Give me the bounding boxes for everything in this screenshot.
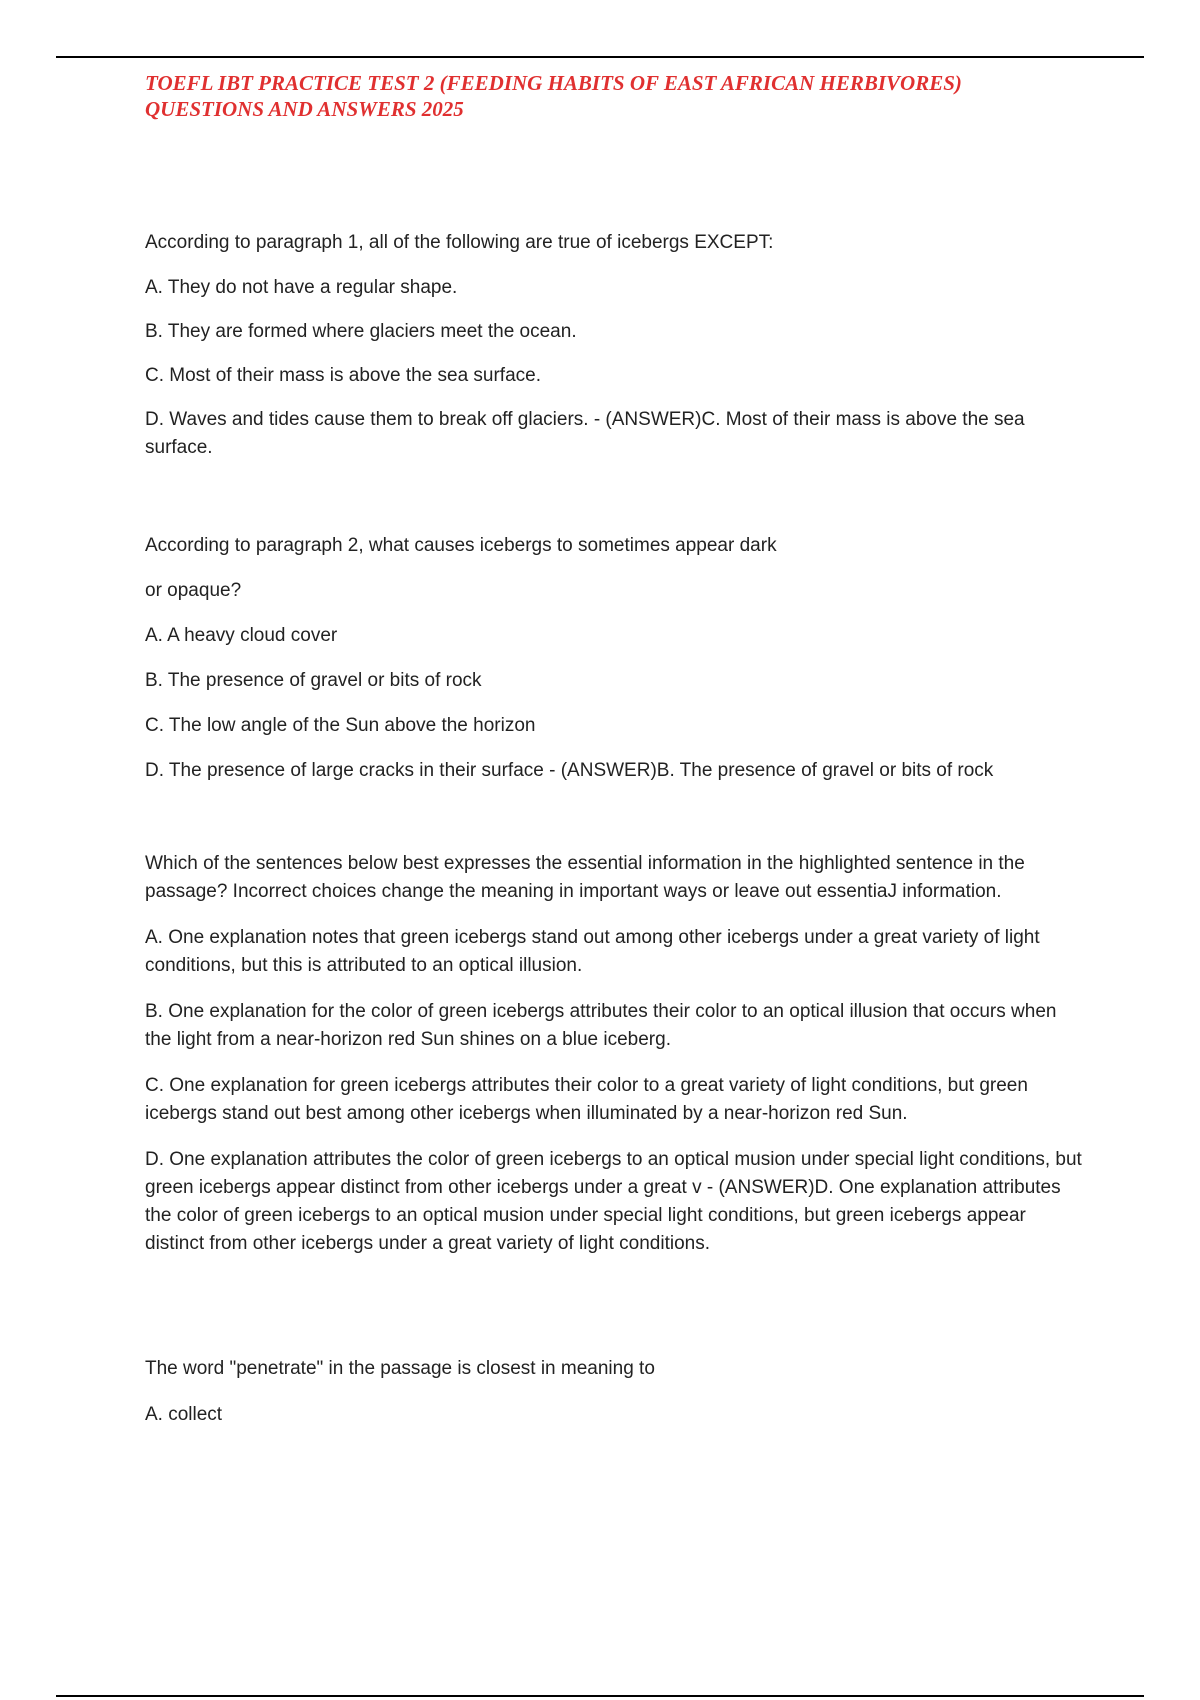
question-1 <box>145 229 1085 462</box>
question-3 <box>145 850 1085 1258</box>
document-title <box>145 70 1105 122</box>
option-d-answer: D. The presence of large cracks in their surface - (ANSWER)B. The presence of gravel or bits of rock <box>145 760 994 781</box>
question-prompt: The word "penetrate" in the passage is closest in meaning to <box>145 1358 655 1379</box>
option-a: A. A heavy cloud cover <box>145 625 338 646</box>
question-2 <box>145 532 1085 785</box>
option-b: B. They are formed where glaciers meet the ocean. <box>145 321 577 342</box>
option-b: B. One explanation for the color of green icebergs attributes their color to an optical illusion that occurs when the light from a near-horizon red Sun shines on a blue iceberg. <box>145 1001 1057 1050</box>
question-prompt-line-1: According to paragraph 2, what causes icebergs to sometimes appear dark <box>145 535 777 556</box>
top-rule <box>56 56 1144 58</box>
option-d-answer: D. Waves and tides cause them to break off glaciers. - (ANSWER)C. Most of their mass is above the sea surface. <box>145 409 1025 458</box>
option-a: A. They do not have a regular shape. <box>145 277 458 298</box>
option-b: B. The presence of gravel or bits of rock <box>145 670 482 691</box>
option-c: C. Most of their mass is above the sea surface. <box>145 365 542 386</box>
question-prompt: According to paragraph 1, all of the following are true of icebergs EXCEPT: <box>145 232 774 253</box>
bottom-rule <box>56 1695 1144 1697</box>
option-a: A. One explanation notes that green icebergs stand out among other icebergs under a great variety of light conditions, but this is attributed to an optical illusion. <box>145 927 1040 976</box>
option-a: A. collect <box>145 1404 223 1425</box>
option-d-answer: D. One explanation attributes the color of green icebergs to an optical musion under special light conditions, but green icebergs appear distinct from other icebergs under a great v - (ANSWER)D. One explanation attributes the color of green icebergs to an optical musion under special light conditions, but green icebergs appear distinct from other icebergs under a great variety of light conditions. <box>145 1149 1082 1254</box>
question-4 <box>145 1355 1085 1429</box>
question-prompt: Which of the sentences below best expresses the essential information in the highlighted sentence in the passage? Incorrect choices change the meaning in important ways or leave out essentiaJ information. <box>145 853 1025 902</box>
question-prompt-line-2: or opaque? <box>145 580 242 601</box>
option-c: C. One explanation for green icebergs attributes their color to a great variety of light conditions, but green icebergs stand out best among other icebergs when illuminated by a near-horizon red Sun. <box>145 1075 1028 1124</box>
option-c: C. The low angle of the Sun above the horizon <box>145 715 536 736</box>
title-line-1: TOEFL IBT PRACTICE TEST 2 (FEEDING HABITS OF EAST AFRICAN HERBIVORES) <box>145 71 962 95</box>
title-line-2: QUESTIONS AND ANSWERS 2025 <box>145 97 464 121</box>
